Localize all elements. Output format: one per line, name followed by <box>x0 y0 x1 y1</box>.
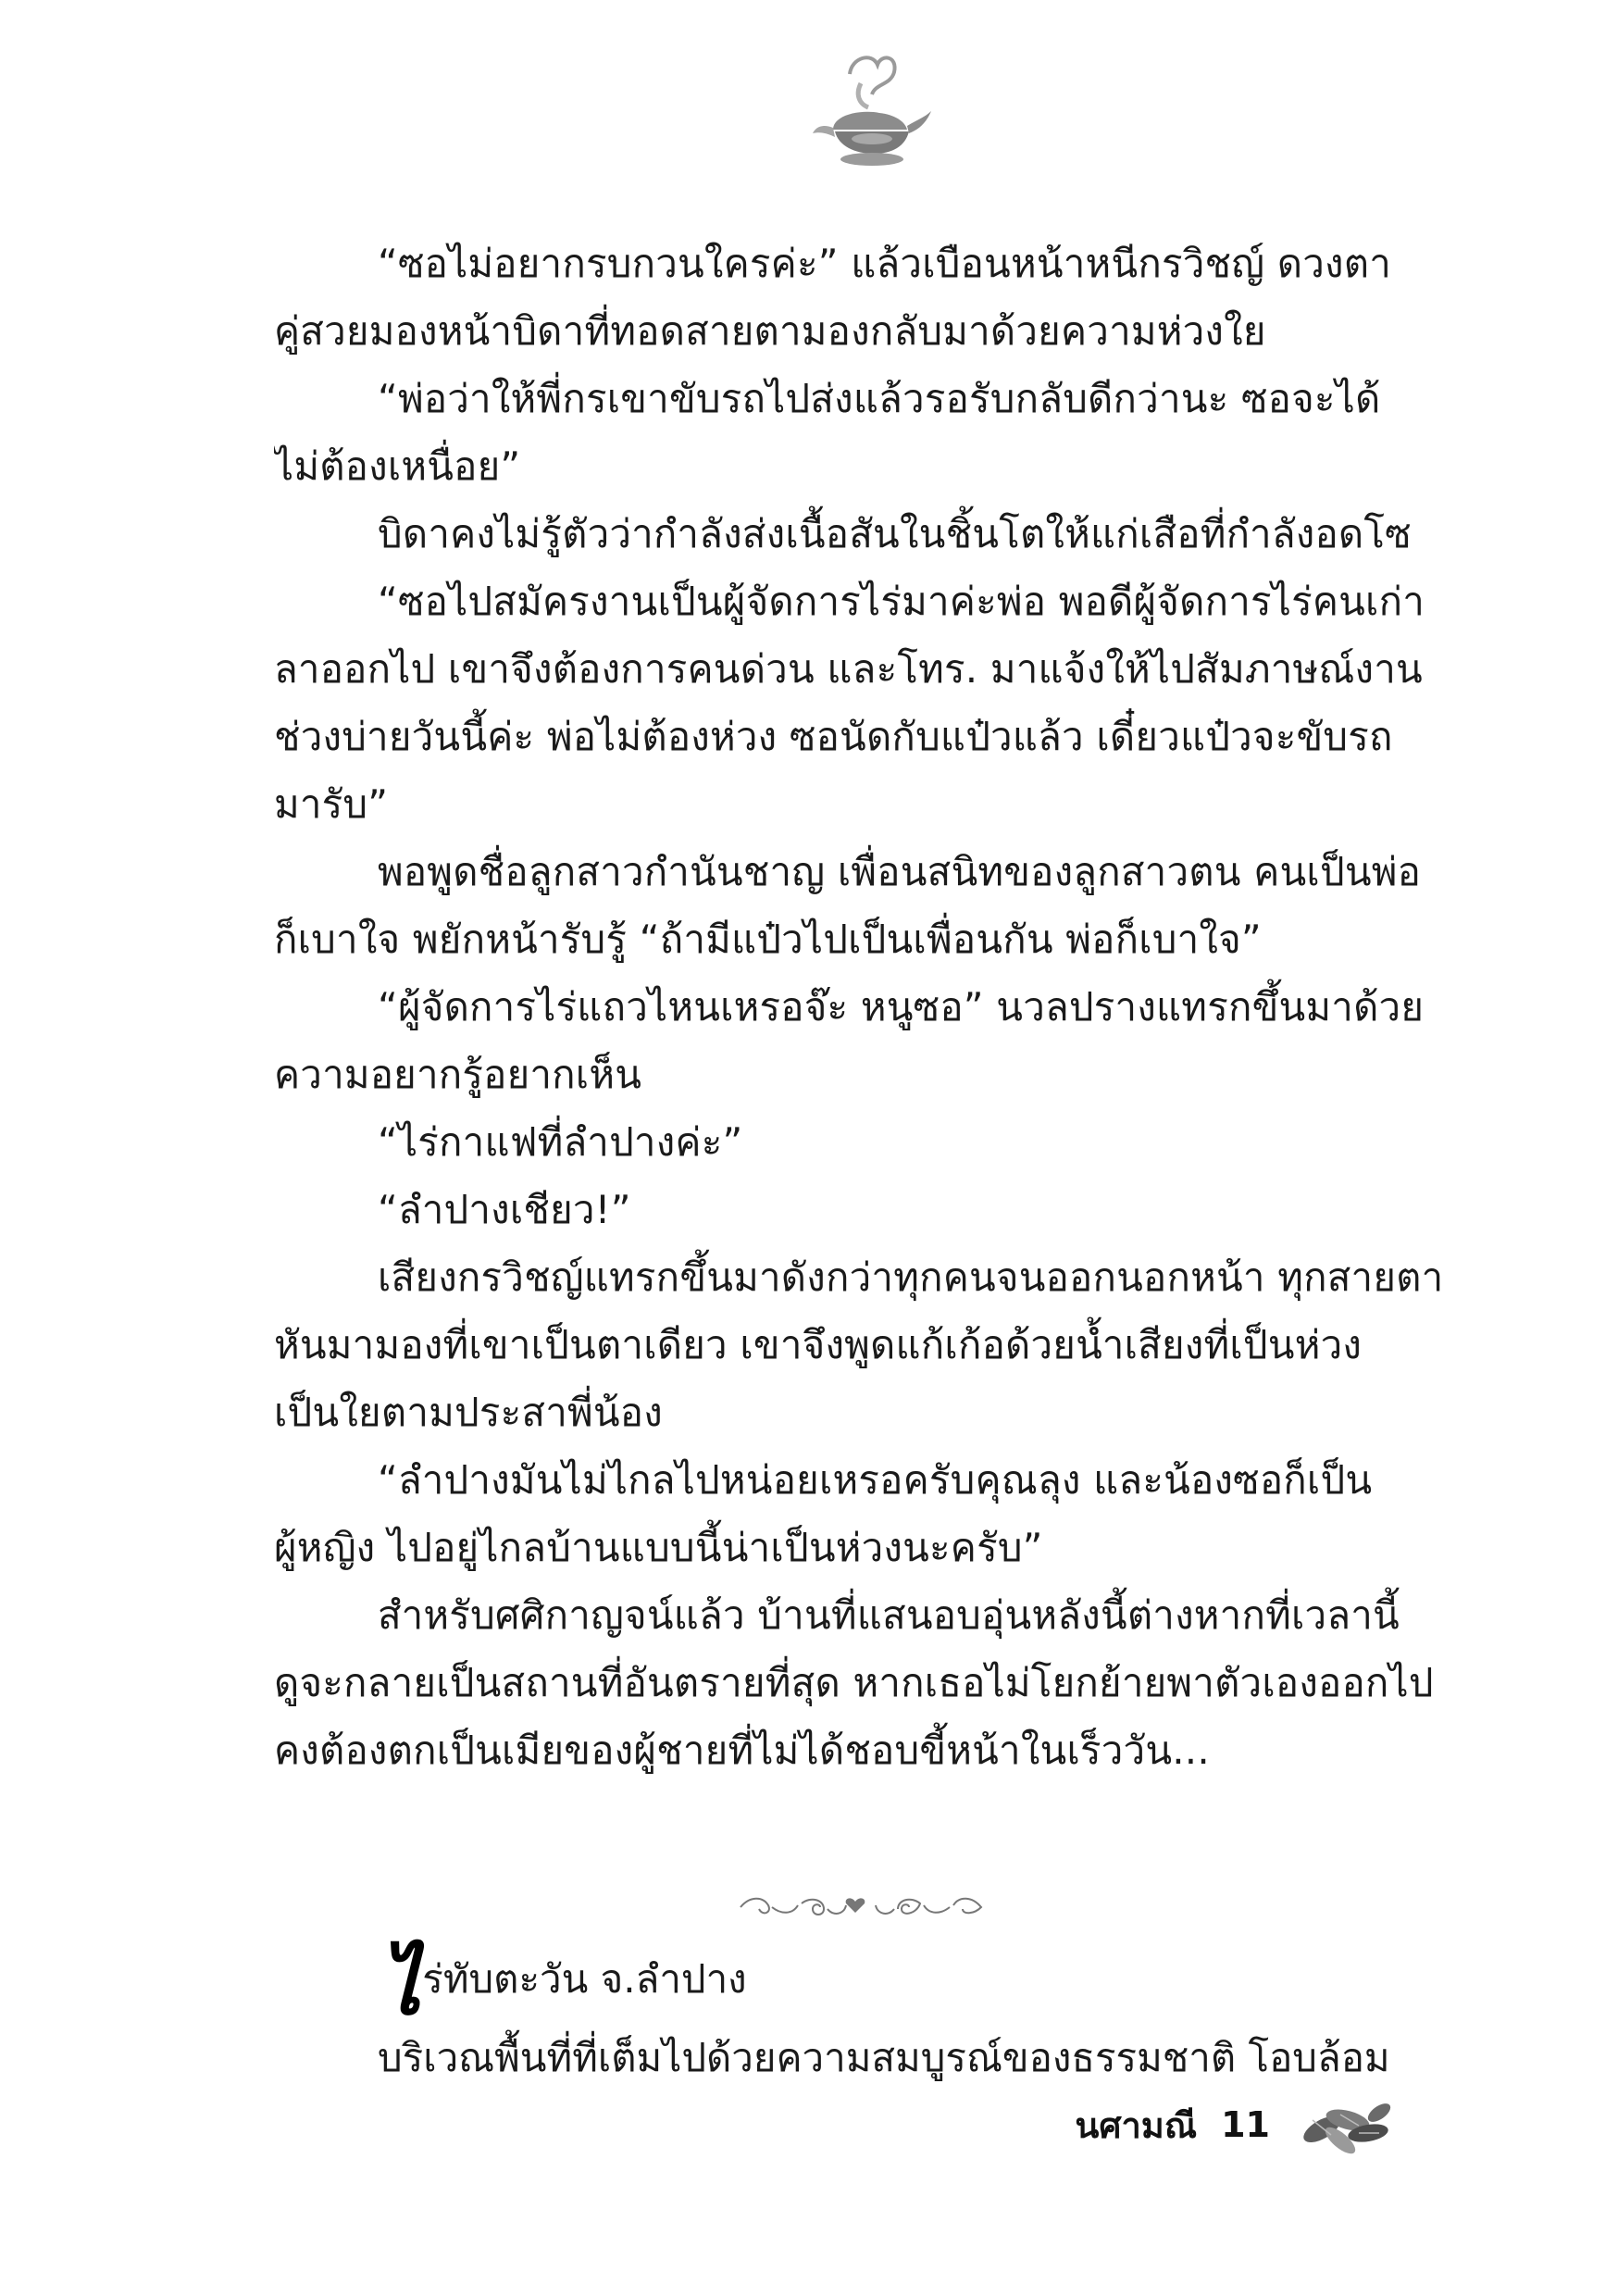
text-line: มารับ” <box>274 781 389 827</box>
page-number: 11 <box>1221 2104 1270 2145</box>
text-line: บิดาคงไม่รู้ตัวว่ากำลังส่งเนื้อสันในชิ้นโตให้แก่เสือที่กำลังอดโซ <box>378 511 1412 556</box>
text-line: ไม่ต้องเหนื่อย” <box>274 443 521 489</box>
text-line: เป็นใยตามประสาพี่น้อง <box>274 1390 663 1435</box>
text-line: สำหรับศศิกาญจน์แล้ว บ้านที่แสนอบอุ่นหลังนี้ต่างหากที่เวลานี้ <box>378 1592 1400 1638</box>
text-line: “ลำปางมันไม่ไกลไปหน่อยเหรอครับคุณลุง และน้องซอก็เป็น <box>378 1457 1373 1503</box>
swirl-divider-icon <box>731 1887 990 1924</box>
text-line: “ซอไปสมัครงานเป็นผู้จัดการไร่มาค่ะพ่อ พอดีผู้จัดการไร่คนเก่า <box>378 579 1425 624</box>
text-line: “ลำปางเชียว!” <box>378 1187 631 1232</box>
text-line: “ผู้จัดการไร่แถวไหนเหรอจ๊ะ หนูซอ” นวลปรางแทรกขึ้นมาด้วย <box>378 984 1425 1029</box>
footer-title: นศามณี <box>1075 2104 1198 2146</box>
text-line: ความอยากรู้อยากเห็น <box>274 1052 642 1097</box>
text-line: “ซอไม่อยากรบกวนใครค่ะ” แล้วเบือนหน้าหนีกรวิชญ์ ดวงตา <box>378 241 1391 286</box>
text-line: ผู้หญิง ไปอยู่ไกลบ้านแบบนี้น่าเป็นห่วงนะครับ” <box>274 1525 1043 1570</box>
section-first-line: บริเวณพื้นที่ที่เต็มไปด้วยความสมบูรณ์ของธรรมชาติ โอบล้อม <box>378 2035 1390 2080</box>
sunflower-seeds-icon <box>1294 2092 1396 2157</box>
body-text <box>274 230 1468 1784</box>
section-heading <box>380 1937 747 2033</box>
text-line: พอพูดชื่อลูกสาวกำนันชาญ เพื่อนสนิทของลูกสาวตน คนเป็นพ่อ <box>378 849 1422 894</box>
text-line: เสียงกรวิชญ์แทรกขึ้นมาดังกว่าทุกคนจนออกนอกหน้า ทุกสายตา <box>378 1254 1444 1300</box>
genie-lamp-icon <box>796 46 935 176</box>
page-footer <box>1075 2092 1396 2157</box>
drop-cap: ไ <box>380 1937 421 2033</box>
text-line: ดูจะกลายเป็นสถานที่อันตรายที่สุด หากเธอไม่โยกย้ายพาตัวเองออกไป <box>274 1660 1434 1705</box>
section-heading-text: ร่ทับตะวัน จ.ลำปาง <box>422 1956 747 2002</box>
text-line: คู่สวยมองหน้าบิดาที่ทอดสายตามองกลับมาด้วยความห่วงใย <box>274 308 1266 354</box>
text-line: ก็เบาใจ พยักหน้ารับรู้ “ถ้ามีแป๋วไปเป็นเพื่อนกัน พ่อก็เบาใจ” <box>274 917 1262 962</box>
text-line: ช่วงบ่ายวันนี้ค่ะ พ่อไม่ต้องห่วง ซอนัดกับแป๋วแล้ว เดี๋ยวแป๋วจะขับรถ <box>274 714 1393 759</box>
text-line: “พ่อว่าให้พี่กรเขาขับรถไปส่งแล้วรอรับกลับดีกว่านะ ซอจะได้ <box>378 376 1381 421</box>
text-line: ลาออกไป เขาจึงต้องการคนด่วน และโทร. มาแจ้งให้ไปสัมภาษณ์งาน <box>274 646 1423 692</box>
text-line: หันมามองที่เขาเป็นตาเดียว เขาจึงพูดแก้เก้อด้วยน้ำเสียงที่เป็นห่วง <box>274 1322 1363 1367</box>
text-line <box>274 2024 1468 2091</box>
text-line: “ไร่กาแฟที่ลำปางค่ะ” <box>378 1119 743 1165</box>
text-line: คงต้องตกเป็นเมียของผู้ชายที่ไม่ได้ชอบขี้หน้าในเร็ววัน... <box>274 1728 1210 1773</box>
